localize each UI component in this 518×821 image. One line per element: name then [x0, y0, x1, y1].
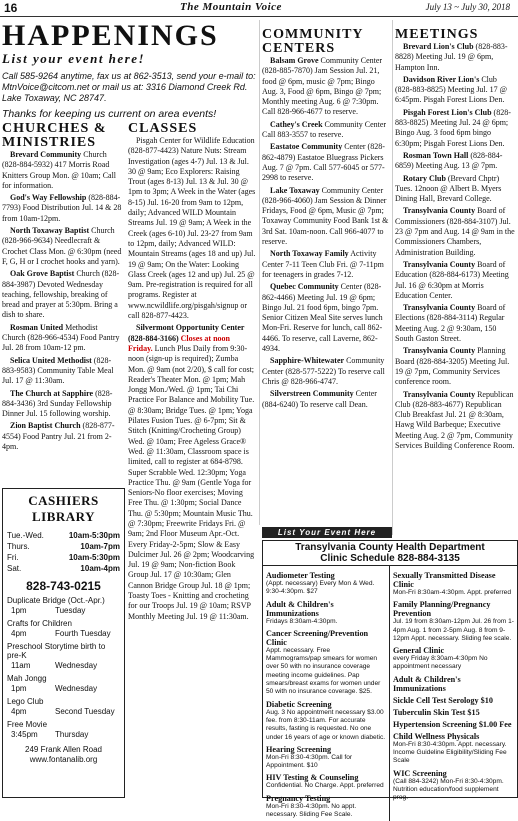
clinic-service-detail: Mon-Fri 8:30am-4:30pm. Appt. preferred [393, 589, 512, 596]
clinic-service-heading: Adult & Children's Immunizations [393, 674, 461, 693]
clinic-service-detail: Appt. necessary. Free Mammograms/pap smears for women over 50 with no insurance coverage meeting income guidelines. Pap smears/breast exams for women under 50 with no insurance coverage. $25. [266, 646, 381, 696]
church-entry: Rosman United Methodist Church (828-966-4534) Food Pantry Jul. 28 from 10am-12 pm. [2, 322, 120, 353]
classes-column [128, 122, 256, 624]
clinic-schedule-box [262, 540, 518, 819]
church-entry: The Church at Sapphire (828-884-3436) 3rd Sunday Fellowship Dinner Jul. 15 following worship. [2, 388, 113, 419]
happenings-tagline: List your event here! [2, 51, 146, 66]
community-heading: COMMUNITY CENTERS [262, 27, 364, 56]
meeting-entry: Pisgah Forest Lion's Club (828-883-8825) Meeting Jul. 24 @ 6pm; Bingo Aug. 3 food 6pm bingo 6:30pm; Pisgah Forest Lions Den. [395, 107, 511, 148]
community-list [262, 56, 390, 410]
meeting-entry: Transylvania County Board of Education (828-884-6173) Meeting Jul. 16 @ 6:30pm at Morris Education Center. [395, 259, 509, 300]
library-event-time: 11am Wednesday [11, 661, 98, 670]
church-entry: Zion Baptist Church (828-877-4554) Food Pantry Jul. 21 from 2-4pm. [2, 421, 115, 452]
library-event-time: 4pm Fourth Tuesday [11, 629, 111, 638]
clinic-service-heading: Hearing Screening [266, 744, 332, 754]
column-divider [259, 20, 260, 525]
meeting-entry: Transylvania County Republican Club (828-883-4677) Republican Club Breakfast Jul. 21 @ 8:30am, Hawg Wild Barbeque; Executive Meeting Aug. 2 @ 7pm, Community Services Building Conference Room. [395, 389, 515, 450]
clinic-service-detail: Mon-Fri 8:30-4:30pm. Call for Appointment. $10 [266, 753, 353, 770]
closed-notice: Closes at noon Friday. [128, 333, 230, 353]
clinic-service-detail: Fridays 8:30am-4:30pm. [266, 617, 338, 625]
clinic-service-heading: Diabetic Screening [266, 699, 332, 709]
church-entry: God's Way Fellowship (828-884-7793) Food Distribution Jul. 14 & 28 from 10am-12pm. [2, 193, 122, 223]
community-entry: Sapphire-Whitewater Community Center (828-577-5222) To reserve call Chris @ 828-966-4747. [262, 356, 385, 386]
clinic-service-heading: General Clinic [393, 646, 445, 656]
classes-silvermont: Silvermont Opportunity Center (828-884-3166) Closes at noon Friday. Lunch Plus Daily from 9:30-noon (sign-up is required); Zumba Mon. @ 9am (not 2/20), $ call for cost; Reader's Theater Mon. @ 1pm; Mah Jongg Mon./Wed. @ 1pm; Tai Chi Practice For Balance and Mobility Tue. @ 8:30am; Bridge Tues. @ 1pm; Yoga Pilates Fusion Tues. @ 6-7pm; Sit & Stitch (Knitting/Crocheting Group) Wed. @ 10am; Free Ageless Grace® Wed. @ 11:30am, Classroom space is limited, call to register at 684-8798. Super Scrabble Wed. 12:30pm; Yoga Practice Thu. @ 9am (Gentle Yoga for Seniors-No floor exercises; Moving Free Thu. @ 1:30pm; Social Dance Thu. @ 5:30pm; Mountain Music Thu. @ 7:30pm; Freewrite Fridays Fri. @ 9am; 2nd Floor Museum Apr.-Oct. Every Friday-2-5pm; Slow & Easy Dulcimer Jul. 26 @ 2pm; Woodcarving Jul. 19 @ 9am; Non-fiction Book Group Jul. 17 @ 10:30am; Glen Cannon Bridge Group Jul. 18 @ 1pm; Toasty Toes - Knitting and crocheting for our Troops Jul. 19 @ 10am; RSVP Monthly Meeting Jul. 19 @ 11:30am. [128, 323, 255, 621]
meeting-entry: Transylvania County Planning Board (828-884-3205) Meeting Jul. 19 @ 7pm, Community Services conference room. [395, 346, 510, 387]
happenings-block [2, 20, 258, 120]
meeting-entry: Rosman Town Hall (828-884-6859) Meeting Aug. 13 @ 7pm. [395, 150, 503, 171]
library-hours-row: Sat. 10am-4pm [7, 564, 120, 573]
clinic-service-heading: Family Planning/Pregnancy Prevention [393, 600, 491, 619]
library-event-time: 1pm Tuesday [11, 606, 86, 615]
clinic-service-detail: Mon-Fri 8:30-4:30pm. No appt. necessary. Sliding Fee Scale. [266, 802, 357, 819]
happenings-thanks: Thanks for keeping us current on area events! [2, 108, 217, 120]
meeting-entry: Brevard Lion's Club (828-883-8828) Meeting Jul. 19 @ 6pm, Hampton Inn. [395, 42, 508, 72]
library-event-name: Crafts for Children [7, 619, 72, 628]
library-hours [3, 531, 124, 573]
community-entry: Balsam Grove Community Center (828-885-7870) Jam Session Jul. 21, food @ 6pm, music @ 7pm; Bingo Aug. 3, Food @ 6pm, Bingo @ 7pm; Monthly meeting Aug. 6 @ 7:30pm. Call 828-966-4677 to reserve. [262, 56, 383, 117]
church-entry: Oak Grove Baptist Church (828-884-3987) Devoted Wednesday teaching, fellowship, breaking of bread and prayer at 5:30pm. Bring a dish to share. [2, 269, 120, 320]
library-events [3, 596, 124, 739]
library-title: CASHIERS LIBRARY [28, 493, 99, 524]
clinic-service-detail: (Call 884-3242) Mon-Fri 8:30-4:30pm. Nutrition education/food supplement prog. [393, 777, 504, 802]
clinic-service-heading: Hypertension Screening $1.00 Fee [393, 719, 512, 729]
library-address: 249 Frank Allen Road www.fontanalib.org [25, 745, 102, 764]
clinic-left-column [263, 566, 390, 821]
church-entry: Brevard Community Church (828-884-5932) 417 Morris Road Knitters Group Mon. @ 10am; Call for information. [2, 150, 117, 190]
clinic-service-detail: Confidential. No Charge. Appt. preferred [266, 782, 384, 790]
library-hours-row: Thurs. 10am-7pm [7, 542, 120, 551]
library-phone: 828-743-0215 [26, 579, 101, 593]
meeting-entry: Transylvania County Board of Commissioners (828-884-3107) Jul. 23 @ 7pm and Aug. 14 @ 9am in the Commissioners Chambers, Administration Building. [395, 206, 515, 257]
meeting-entry: Davidson River Lion's Club (828-883-8825) Meeting Jul. 17 @ 6:45pm. Pisgah Forest Lions Den. [395, 74, 508, 105]
churches-list [2, 150, 123, 452]
library-event-name: Mah Jongg [7, 674, 47, 683]
classes-heading: CLASSES [128, 121, 198, 136]
classes-pisgah: Pisgah Center for Wildlife Education (828-877-4423) Nature Nuts: Stream Investigation (ages 4-7) Jul. 13 & Jul. 30 @ 9am; Eco Explorers: Raising Trout (ages 8-13) Jul. 13 & Jul. 30 @ 1pm to 3pm; A Week in the Water (ages 8-15) Jul. 16-20 from 9am to 12pm, daily; Advanced WILD Mountain Streams Jul. 19 @ 9am; A Week in the Creek (ages 6-10) Jul. 23-27 from 9am to 12pm, daily; Advanced WILD: Mountain Streams (ages 18 and up) Jul. 19 @ 9am; On the Water: Looking Glass Creek (ages 12 and up) Jul. 25 @ 9am. Pre-registration is required for all programs. Register at www.ncwildlife.org/pisgah/signup or call 828-877-4423. [128, 136, 256, 321]
clinic-service-heading: HIV Testing & Counseling [266, 773, 359, 783]
library-event-name: Free Movie [7, 720, 48, 729]
library-event-time: 3:45pm Thursday [11, 730, 89, 739]
clinic-service-detail: Mon-Fri 8:30-4:30pm. Appt. necessary. Income Guideline Eligibility/Sliding Fee Scale [393, 740, 507, 765]
column-divider [392, 20, 393, 535]
clinic-right-column [390, 566, 517, 821]
meetings-heading: MEETINGS [395, 27, 479, 42]
library-event-name: Duplicate Bridge (Oct.-Apr.) [7, 596, 105, 605]
list-event-bar: List Your Event Here [262, 527, 392, 538]
library-hours-row: Fri. 10am-5:30pm [7, 553, 120, 562]
churches-column [2, 122, 123, 454]
clinic-service-heading: Child Wellness Physicals [393, 731, 480, 741]
clinic-service-heading: Tuberculin Skin Test $15 [393, 707, 480, 717]
page-number: 16 [4, 1, 18, 15]
community-entry: Lake Toxaway Community Center (828-966-4060) Jam Session & Dinner Fridays, Food @ 6pm, Music @ 7pm; Toxaway Community Food Bank 1st & 3rd Sat. 10am-noon. Call 966-4077 to reserve. [262, 185, 389, 247]
meeting-entry: Rotary Club (Brevard Chptr) Tues. 12noon @ Albert B. Myers Dining Hall, Brevard College. [395, 173, 502, 204]
community-entry: North Toxaway Family Activity Center 7-11 Teen Club Fri. @ 7-11pm for teenagers in grades 7-12. [262, 249, 384, 279]
clinic-service-detail: every Friday 8:30am-4:30pm No appointment necessary [393, 655, 488, 671]
community-entry: Cathey's Creek Community Center Call 883-3557 to reserve. [262, 119, 387, 140]
church-entry: North Toxaway Baptist Church (828-966-9634) Needlecraft & Crochet Class Mon. @ 6:30pm (need F, G, H or I crochet hooks and yarn). [2, 226, 122, 266]
cashiers-library-box [2, 488, 125, 798]
clinic-title: Transylvania County Health Department Clinic Schedule 828-884-3135 [263, 541, 517, 566]
community-entry: Eastatoe Community Center (828-862-4879) Eastatoe Bluegrass Pickers Aug. 7 @ 7pm. Call 577-6045 or 577-2998 to reserve. [262, 142, 385, 183]
library-event-time: 4pm Second Tuesday [11, 707, 115, 716]
masthead: The Mountain Voice [180, 1, 282, 13]
clinic-service-heading: Sickle Cell Test Serology $10 [393, 695, 493, 705]
meetings-column [395, 28, 516, 453]
meeting-entry: Transylvania County Board of Elections (828-884-3114) Regular Meeting Aug. 2 @ 9:30am, 150 South Gaston Street. [395, 303, 506, 344]
library-event-time: 1pm Wednesday [11, 684, 98, 693]
clinic-service-heading: Adult & Children's Immunizations [266, 599, 334, 618]
library-event-name: Lego Club [7, 697, 44, 706]
library-event-name: Preschool Storytime birth to pre-K [7, 642, 106, 660]
issue-date: July 13 ~ July 30, 2018 [425, 2, 510, 12]
churches-heading: CHURCHES & MINISTRIES [2, 121, 107, 150]
clinic-service-detail: Aug. 3 No appointment necessary $3.00 fee. from 8:30-11am. For accurate results, fasting is requested. No one under 16 years of age or known diabetic. [266, 708, 386, 741]
happenings-title: HAPPENINGS [2, 19, 219, 52]
page-header [0, 0, 518, 17]
community-entry: Quebec Community Center (828-862-4466) Meeting Jul. 19 @ 6pm; Bingo Jul. 21 food 6pm, bingo 7pm. Senior Citizen Meal Site serves lunch Mon-Fri. Reserve for lunch, call 862-4466. To reserve, call Laverne, 862-4934. [262, 282, 383, 354]
clinic-service-heading: Sexually Transmitted Disease Clinic [393, 571, 496, 589]
clinic-service-heading: Pregnancy Testing [266, 793, 331, 803]
meetings-list [395, 42, 516, 451]
church-entry: Selica United Methodist (828-883-9583) Community Table Meal Jul. 17 @ 11:30am. [2, 355, 114, 386]
clinic-service-detail: Jul. 19 from 8:30am-12pm Jul. 26 from 1-4pm Aug. 1 from 2-5pm Aug. 8 from 9-12pm Appt. necessary. Sliding fee scale. [393, 618, 514, 642]
clinic-service-heading: WIC Screening [393, 768, 447, 778]
clinic-service-detail: (Appt. necessary) Every Mon & Wed. 9:30-4:30pm. $27 [266, 580, 375, 596]
community-entry: Silverstreen Community Center (884-6240) To reserve call Dean. [262, 389, 377, 409]
clinic-service-heading: Cancer Screening/Prevention Clinic [266, 628, 369, 647]
library-hours-row: Tue.-Wed. 10am-5:30pm [7, 531, 120, 540]
happenings-intro: Call 585-9264 anytime, fax us at 862-3513, send your e-mail to: MtnVoice@citcom.net or mail us at: 3316 Diamond Creek Rd. Lake Toxaway, NC 28747. [2, 71, 256, 103]
clinic-service-heading: Audiometer Testing [266, 571, 335, 580]
community-column [262, 28, 390, 412]
